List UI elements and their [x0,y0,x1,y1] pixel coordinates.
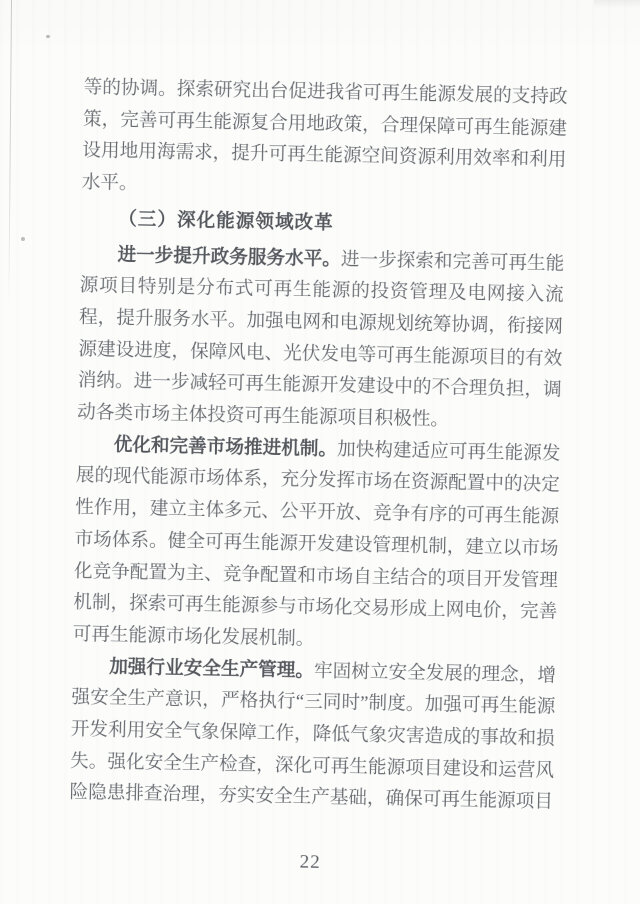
paragraph-government-services [77,238,565,438]
page-text-block [68,72,568,883]
scan-speck [46,35,50,38]
paragraph-text: 进一步探索和完善可再生能源项目特别是分布式可再生能源的投资管理及电网接入流程，提升服务水平。加强电网和电源规划统筹协调，衔接网源建设进度，保障风电、光伏发电等可再生能源项目的有效消纳。进一步减轻可再生能源开发建设中的不合理负担，调动各类市场主体投资可再生能源项目积极性。 [76,248,565,431]
paragraph-lead-phrase: 加强行业安全生产管理。 [109,656,315,682]
paragraph-lead-phrase: 进一步提升政务服务水平。 [117,244,342,270]
section-heading: （三）深化能源领域改革 [118,208,334,234]
paragraph-lead-phrase: 优化和完善市场推进机制。 [113,434,338,460]
paragraph-text: 加快构建适应可再生能源发展的现代能源市场体系，充分发挥市场在资源配置中的决定性作用，建立主体多元、公平开放、竞争有序的可再生能源市场体系。健全可再生能源开发建设管理机制，建立以市场化竞争配置为主、竞争配置和市场自主结合的项目开发管理机制，探索可再生能源参与市场化交易形成上网电价，完善可再生能源市场化发展机制。 [72,438,561,650]
paragraph-safety-management [69,651,556,819]
scan-smudge [594,0,640,8]
paragraph-market-mechanism [72,429,560,661]
paragraph-continuation [81,72,567,209]
page-number: 22 [299,851,321,874]
scan-speck [21,237,25,241]
paragraph-text: 等的协调。探索研究出台促进我省可再生能源发展的支持政策，完善可再生能源复合用地政策，合理保障可再生能源建设用地用海需求，提升可再生能源空间资源利用效率和利用水平。 [81,76,568,195]
paragraph-text: 牢固树立安全发展的理念，增强安全生产意识，严格执行“三同时”制度。加强可再生能源开发利用安全气象保障工作，降低气象灾害造成的事故和损失。强化安全生产检查，深化可再生能源项目建设和运营风险隐患排查治理，夯实安全生产基础，确保可再生能源项目 [69,660,557,814]
scan-edge-artifact-line [8,0,12,310]
